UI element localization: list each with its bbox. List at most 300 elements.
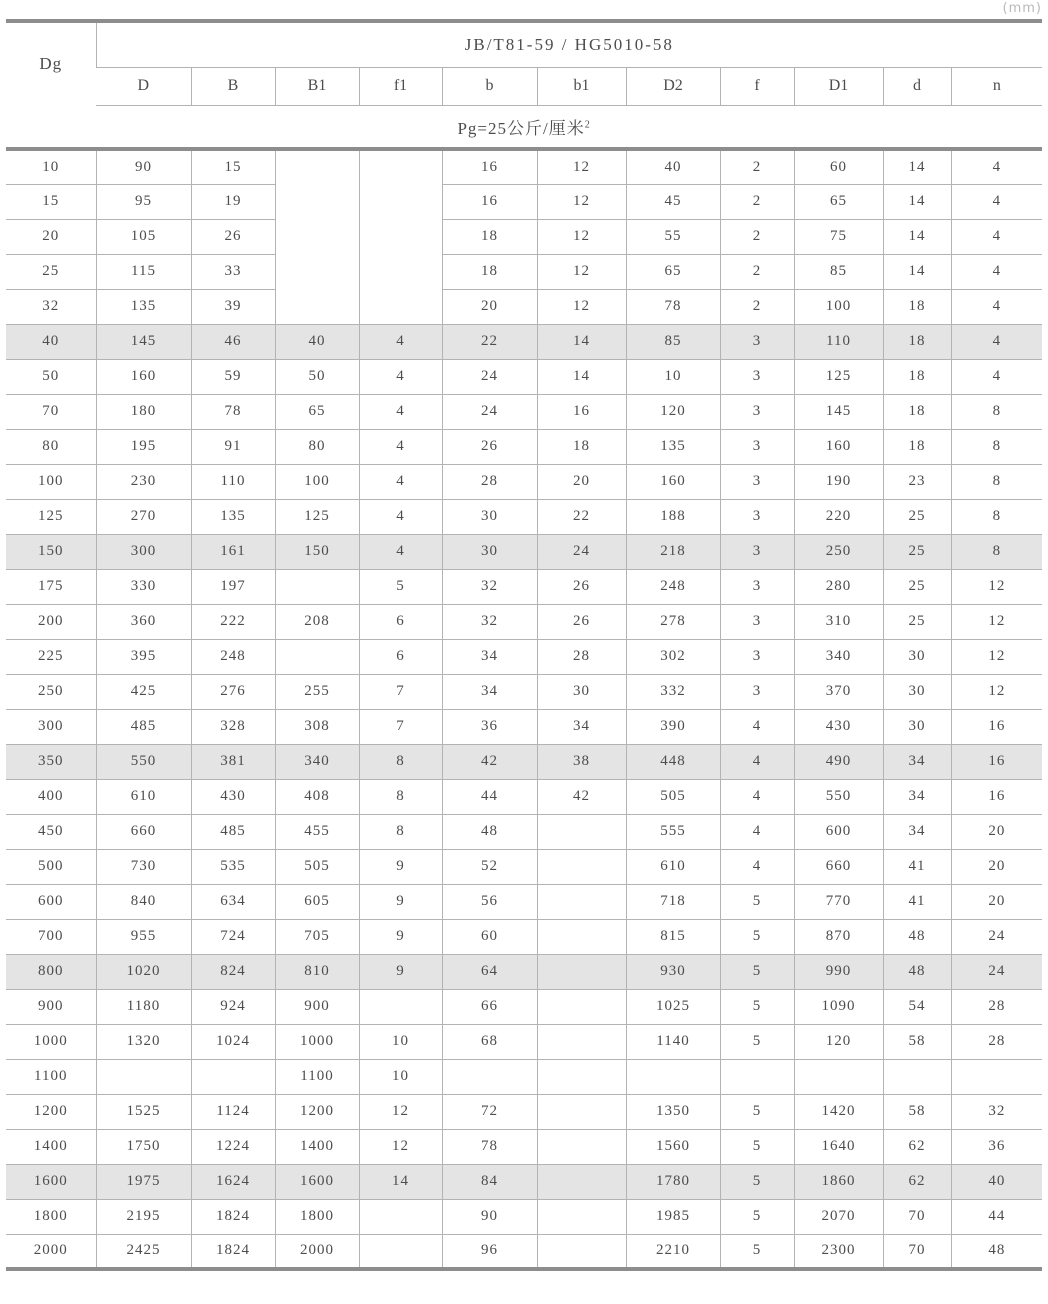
cell: 208 bbox=[275, 604, 359, 639]
table-row-dg-450 bbox=[6, 814, 1042, 849]
cell bbox=[275, 149, 359, 324]
cell: 54 bbox=[883, 989, 951, 1024]
cell: 5 bbox=[720, 1199, 794, 1234]
cell: 161 bbox=[191, 534, 275, 569]
cell: 25 bbox=[883, 499, 951, 534]
cell: 8 bbox=[951, 534, 1042, 569]
cell: 600 bbox=[794, 814, 883, 849]
cell: 8 bbox=[359, 814, 442, 849]
table-row-dg-1000 bbox=[6, 1024, 1042, 1059]
cell: 3 bbox=[720, 429, 794, 464]
cell: 600 bbox=[6, 884, 96, 919]
cell: 5 bbox=[720, 884, 794, 919]
cell bbox=[537, 1234, 626, 1269]
column-header-D: D bbox=[96, 67, 191, 105]
cell bbox=[883, 1059, 951, 1094]
column-header-n: n bbox=[951, 67, 1042, 105]
cell: 1020 bbox=[96, 954, 191, 989]
cell: 505 bbox=[275, 849, 359, 884]
cell: 18 bbox=[883, 429, 951, 464]
cell: 22 bbox=[537, 499, 626, 534]
cell: 340 bbox=[275, 744, 359, 779]
cell: 100 bbox=[275, 464, 359, 499]
table-row-dg-15 bbox=[6, 184, 1042, 219]
cell: 1600 bbox=[6, 1164, 96, 1199]
cell: 2070 bbox=[794, 1199, 883, 1234]
cell: 1800 bbox=[275, 1199, 359, 1234]
table-header bbox=[6, 21, 1042, 149]
cell: 724 bbox=[191, 919, 275, 954]
cell: 1824 bbox=[191, 1234, 275, 1269]
pressure-label bbox=[6, 105, 1042, 149]
table-row-dg-150 bbox=[6, 534, 1042, 569]
cell: 840 bbox=[96, 884, 191, 919]
cell bbox=[537, 1199, 626, 1234]
cell: 328 bbox=[191, 709, 275, 744]
cell: 24 bbox=[442, 359, 537, 394]
cell: 9 bbox=[359, 849, 442, 884]
cell: 1400 bbox=[275, 1129, 359, 1164]
cell: 8 bbox=[359, 744, 442, 779]
cell: 30 bbox=[883, 674, 951, 709]
header-row-columns bbox=[6, 67, 1042, 105]
cell: 62 bbox=[883, 1164, 951, 1199]
cell: 60 bbox=[794, 149, 883, 184]
cell: 5 bbox=[720, 1234, 794, 1269]
cell: 870 bbox=[794, 919, 883, 954]
cell: 930 bbox=[626, 954, 720, 989]
cell bbox=[96, 1059, 191, 1094]
cell: 350 bbox=[6, 744, 96, 779]
cell: 14 bbox=[537, 359, 626, 394]
cell: 18 bbox=[442, 219, 537, 254]
cell: 18 bbox=[537, 429, 626, 464]
cell bbox=[275, 639, 359, 674]
cell: 28 bbox=[442, 464, 537, 499]
cell: 100 bbox=[6, 464, 96, 499]
cell: 218 bbox=[626, 534, 720, 569]
table-row-dg-600 bbox=[6, 884, 1042, 919]
cell: 395 bbox=[96, 639, 191, 674]
cell: 255 bbox=[275, 674, 359, 709]
cell: 400 bbox=[6, 779, 96, 814]
cell: 44 bbox=[442, 779, 537, 814]
cell: 39 bbox=[191, 289, 275, 324]
cell bbox=[537, 919, 626, 954]
cell: 5 bbox=[720, 989, 794, 1024]
table-row-dg-40 bbox=[6, 324, 1042, 359]
table-row-dg-250 bbox=[6, 674, 1042, 709]
cell: 550 bbox=[96, 744, 191, 779]
table-row-dg-50 bbox=[6, 359, 1042, 394]
table-row-dg-900 bbox=[6, 989, 1042, 1024]
cell: 1525 bbox=[96, 1094, 191, 1129]
cell bbox=[537, 954, 626, 989]
cell: 125 bbox=[794, 359, 883, 394]
cell: 48 bbox=[442, 814, 537, 849]
cell bbox=[359, 149, 442, 324]
cell: 36 bbox=[951, 1129, 1042, 1164]
cell: 135 bbox=[191, 499, 275, 534]
cell: 500 bbox=[6, 849, 96, 884]
cell: 1124 bbox=[191, 1094, 275, 1129]
cell: 34 bbox=[537, 709, 626, 744]
cell: 68 bbox=[442, 1024, 537, 1059]
cell: 485 bbox=[191, 814, 275, 849]
cell: 220 bbox=[794, 499, 883, 534]
cell: 46 bbox=[191, 324, 275, 359]
cell: 24 bbox=[951, 919, 1042, 954]
cell: 2 bbox=[720, 184, 794, 219]
cell: 42 bbox=[442, 744, 537, 779]
cell: 14 bbox=[883, 184, 951, 219]
cell: 26 bbox=[442, 429, 537, 464]
cell: 45 bbox=[626, 184, 720, 219]
cell: 18 bbox=[883, 359, 951, 394]
cell: 610 bbox=[626, 849, 720, 884]
cell bbox=[191, 1059, 275, 1094]
table-row-dg-225 bbox=[6, 639, 1042, 674]
cell: 4 bbox=[720, 744, 794, 779]
cell: 145 bbox=[794, 394, 883, 429]
table-row-dg-1400 bbox=[6, 1129, 1042, 1164]
cell: 10 bbox=[6, 149, 96, 184]
cell: 5 bbox=[720, 1094, 794, 1129]
cell: 660 bbox=[96, 814, 191, 849]
cell: 1100 bbox=[6, 1059, 96, 1094]
cell: 12 bbox=[951, 639, 1042, 674]
cell: 52 bbox=[442, 849, 537, 884]
cell: 50 bbox=[275, 359, 359, 394]
cell: 44 bbox=[951, 1199, 1042, 1234]
cell: 430 bbox=[191, 779, 275, 814]
cell: 32 bbox=[951, 1094, 1042, 1129]
cell: 1000 bbox=[6, 1024, 96, 1059]
cell: 2 bbox=[720, 149, 794, 184]
column-header-B1: B1 bbox=[275, 67, 359, 105]
cell: 4 bbox=[951, 219, 1042, 254]
cell: 810 bbox=[275, 954, 359, 989]
cell: 1400 bbox=[6, 1129, 96, 1164]
cell: 20 bbox=[6, 219, 96, 254]
cell: 32 bbox=[442, 604, 537, 639]
cell bbox=[359, 989, 442, 1024]
cell: 270 bbox=[96, 499, 191, 534]
cell: 175 bbox=[6, 569, 96, 604]
cell: 30 bbox=[883, 709, 951, 744]
cell: 770 bbox=[794, 884, 883, 919]
cell: 95 bbox=[96, 184, 191, 219]
cell: 4 bbox=[951, 184, 1042, 219]
cell: 300 bbox=[6, 709, 96, 744]
cell: 310 bbox=[794, 604, 883, 639]
cell: 2210 bbox=[626, 1234, 720, 1269]
cell bbox=[442, 1059, 537, 1094]
cell: 110 bbox=[191, 464, 275, 499]
cell: 15 bbox=[6, 184, 96, 219]
cell: 4 bbox=[359, 464, 442, 499]
cell: 8 bbox=[951, 394, 1042, 429]
cell: 34 bbox=[442, 639, 537, 674]
cell: 4 bbox=[951, 324, 1042, 359]
cell: 25 bbox=[6, 254, 96, 289]
cell bbox=[626, 1059, 720, 1094]
cell: 40 bbox=[6, 324, 96, 359]
cell bbox=[537, 849, 626, 884]
cell: 9 bbox=[359, 884, 442, 919]
cell bbox=[720, 1059, 794, 1094]
cell: 105 bbox=[96, 219, 191, 254]
cell: 1560 bbox=[626, 1129, 720, 1164]
cell: 150 bbox=[275, 534, 359, 569]
cell: 16 bbox=[442, 184, 537, 219]
cell: 160 bbox=[626, 464, 720, 499]
cell: 12 bbox=[537, 289, 626, 324]
cell: 3 bbox=[720, 394, 794, 429]
cell: 85 bbox=[626, 324, 720, 359]
cell: 96 bbox=[442, 1234, 537, 1269]
cell: 485 bbox=[96, 709, 191, 744]
cell: 16 bbox=[951, 779, 1042, 814]
cell: 505 bbox=[626, 779, 720, 814]
cell: 450 bbox=[6, 814, 96, 849]
cell: 4 bbox=[720, 779, 794, 814]
cell: 3 bbox=[720, 464, 794, 499]
standard-title: JB/T81-59 / HG5010-58 bbox=[96, 21, 1042, 67]
cell: 1000 bbox=[275, 1024, 359, 1059]
cell: 14 bbox=[359, 1164, 442, 1199]
cell: 3 bbox=[720, 569, 794, 604]
cell: 28 bbox=[951, 989, 1042, 1024]
cell: 308 bbox=[275, 709, 359, 744]
cell: 4 bbox=[951, 289, 1042, 324]
cell: 3 bbox=[720, 639, 794, 674]
table-row-dg-2000 bbox=[6, 1234, 1042, 1269]
cell: 115 bbox=[96, 254, 191, 289]
cell: 32 bbox=[6, 289, 96, 324]
cell: 58 bbox=[883, 1094, 951, 1129]
cell: 90 bbox=[442, 1199, 537, 1234]
table-row-dg-1200 bbox=[6, 1094, 1042, 1129]
cell: 18 bbox=[883, 324, 951, 359]
cell: 120 bbox=[626, 394, 720, 429]
cell bbox=[275, 569, 359, 604]
cell: 12 bbox=[537, 219, 626, 254]
cell: 48 bbox=[883, 954, 951, 989]
table-row-dg-1800 bbox=[6, 1199, 1042, 1234]
cell: 18 bbox=[883, 289, 951, 324]
cell: 41 bbox=[883, 849, 951, 884]
cell: 2300 bbox=[794, 1234, 883, 1269]
cell: 900 bbox=[275, 989, 359, 1024]
cell: 14 bbox=[883, 219, 951, 254]
cell: 535 bbox=[191, 849, 275, 884]
cell bbox=[537, 1164, 626, 1199]
cell: 1800 bbox=[6, 1199, 96, 1234]
cell: 14 bbox=[883, 254, 951, 289]
cell: 605 bbox=[275, 884, 359, 919]
cell: 7 bbox=[359, 674, 442, 709]
cell: 160 bbox=[794, 429, 883, 464]
cell: 455 bbox=[275, 814, 359, 849]
cell: 332 bbox=[626, 674, 720, 709]
cell: 634 bbox=[191, 884, 275, 919]
cell: 50 bbox=[6, 359, 96, 394]
cell: 59 bbox=[191, 359, 275, 394]
column-header-b1: b1 bbox=[537, 67, 626, 105]
table-row-dg-1600 bbox=[6, 1164, 1042, 1199]
cell: 12 bbox=[951, 604, 1042, 639]
cell: 16 bbox=[442, 149, 537, 184]
column-header-f1: f1 bbox=[359, 67, 442, 105]
cell: 3 bbox=[720, 604, 794, 639]
cell: 4 bbox=[359, 394, 442, 429]
cell: 62 bbox=[883, 1129, 951, 1164]
cell: 1180 bbox=[96, 989, 191, 1024]
cell: 12 bbox=[537, 149, 626, 184]
table-row-dg-700 bbox=[6, 919, 1042, 954]
pressure-text: Pg=25公斤/厘米 bbox=[457, 118, 585, 138]
cell: 4 bbox=[951, 149, 1042, 184]
table-row-dg-1100 bbox=[6, 1059, 1042, 1094]
cell: 6 bbox=[359, 604, 442, 639]
cell: 70 bbox=[883, 1234, 951, 1269]
cell: 48 bbox=[951, 1234, 1042, 1269]
cell: 65 bbox=[794, 184, 883, 219]
cell: 1100 bbox=[275, 1059, 359, 1094]
cell: 26 bbox=[537, 604, 626, 639]
cell: 2425 bbox=[96, 1234, 191, 1269]
cell: 20 bbox=[442, 289, 537, 324]
cell: 1200 bbox=[6, 1094, 96, 1129]
cell: 200 bbox=[6, 604, 96, 639]
cell: 3 bbox=[720, 359, 794, 394]
cell: 490 bbox=[794, 744, 883, 779]
cell: 1824 bbox=[191, 1199, 275, 1234]
cell: 448 bbox=[626, 744, 720, 779]
cell: 1090 bbox=[794, 989, 883, 1024]
cell: 25 bbox=[883, 534, 951, 569]
table-row-dg-400 bbox=[6, 779, 1042, 814]
cell: 9 bbox=[359, 919, 442, 954]
cell: 815 bbox=[626, 919, 720, 954]
cell: 40 bbox=[951, 1164, 1042, 1199]
cell: 248 bbox=[191, 639, 275, 674]
cell: 8 bbox=[359, 779, 442, 814]
cell: 4 bbox=[359, 499, 442, 534]
cell bbox=[537, 1024, 626, 1059]
table-row-dg-32 bbox=[6, 289, 1042, 324]
cell: 78 bbox=[626, 289, 720, 324]
cell: 28 bbox=[537, 639, 626, 674]
cell: 20 bbox=[951, 814, 1042, 849]
cell: 1200 bbox=[275, 1094, 359, 1129]
cell: 34 bbox=[883, 744, 951, 779]
cell: 72 bbox=[442, 1094, 537, 1129]
cell: 120 bbox=[794, 1024, 883, 1059]
cell: 1224 bbox=[191, 1129, 275, 1164]
cell: 705 bbox=[275, 919, 359, 954]
cell: 824 bbox=[191, 954, 275, 989]
cell: 6 bbox=[359, 639, 442, 674]
cell: 26 bbox=[537, 569, 626, 604]
column-header-f: f bbox=[720, 67, 794, 105]
cell bbox=[359, 1199, 442, 1234]
cell bbox=[537, 989, 626, 1024]
cell bbox=[537, 884, 626, 919]
cell: 1140 bbox=[626, 1024, 720, 1059]
cell: 48 bbox=[883, 919, 951, 954]
cell: 8 bbox=[951, 464, 1042, 499]
cell: 1024 bbox=[191, 1024, 275, 1059]
cell: 1350 bbox=[626, 1094, 720, 1129]
cell: 2195 bbox=[96, 1199, 191, 1234]
cell: 225 bbox=[6, 639, 96, 674]
cell: 40 bbox=[275, 324, 359, 359]
cell: 41 bbox=[883, 884, 951, 919]
cell: 408 bbox=[275, 779, 359, 814]
cell: 4 bbox=[359, 534, 442, 569]
cell: 16 bbox=[537, 394, 626, 429]
cell: 56 bbox=[442, 884, 537, 919]
cell bbox=[359, 1234, 442, 1269]
cell: 24 bbox=[442, 394, 537, 429]
cell: 2000 bbox=[275, 1234, 359, 1269]
column-header-D1: D1 bbox=[794, 67, 883, 105]
cell: 4 bbox=[720, 709, 794, 744]
cell: 80 bbox=[6, 429, 96, 464]
table-row-dg-80 bbox=[6, 429, 1042, 464]
cell bbox=[537, 1059, 626, 1094]
column-header-D2: D2 bbox=[626, 67, 720, 105]
cell: 38 bbox=[537, 744, 626, 779]
cell: 4 bbox=[359, 429, 442, 464]
cell: 1780 bbox=[626, 1164, 720, 1199]
cell: 78 bbox=[442, 1129, 537, 1164]
cell: 190 bbox=[794, 464, 883, 499]
table-row-dg-25 bbox=[6, 254, 1042, 289]
cell: 10 bbox=[359, 1024, 442, 1059]
cell: 180 bbox=[96, 394, 191, 429]
cell: 85 bbox=[794, 254, 883, 289]
pressure-superscript: 2 bbox=[584, 119, 591, 131]
cell: 4 bbox=[720, 849, 794, 884]
cell: 145 bbox=[96, 324, 191, 359]
cell: 3 bbox=[720, 499, 794, 534]
cell: 32 bbox=[442, 569, 537, 604]
cell: 660 bbox=[794, 849, 883, 884]
cell: 15 bbox=[191, 149, 275, 184]
cell: 12 bbox=[951, 674, 1042, 709]
cell: 990 bbox=[794, 954, 883, 989]
cell: 5 bbox=[720, 1129, 794, 1164]
cell: 33 bbox=[191, 254, 275, 289]
column-header-b: b bbox=[442, 67, 537, 105]
cell: 555 bbox=[626, 814, 720, 849]
cell: 84 bbox=[442, 1164, 537, 1199]
cell: 70 bbox=[883, 1199, 951, 1234]
cell: 9 bbox=[359, 954, 442, 989]
unit-label: (mm) bbox=[1002, 1, 1042, 16]
cell: 4 bbox=[720, 814, 794, 849]
table-row-dg-70 bbox=[6, 394, 1042, 429]
cell: 730 bbox=[96, 849, 191, 884]
cell: 64 bbox=[442, 954, 537, 989]
cell: 18 bbox=[442, 254, 537, 289]
cell: 340 bbox=[794, 639, 883, 674]
cell: 12 bbox=[537, 254, 626, 289]
cell: 4 bbox=[359, 324, 442, 359]
